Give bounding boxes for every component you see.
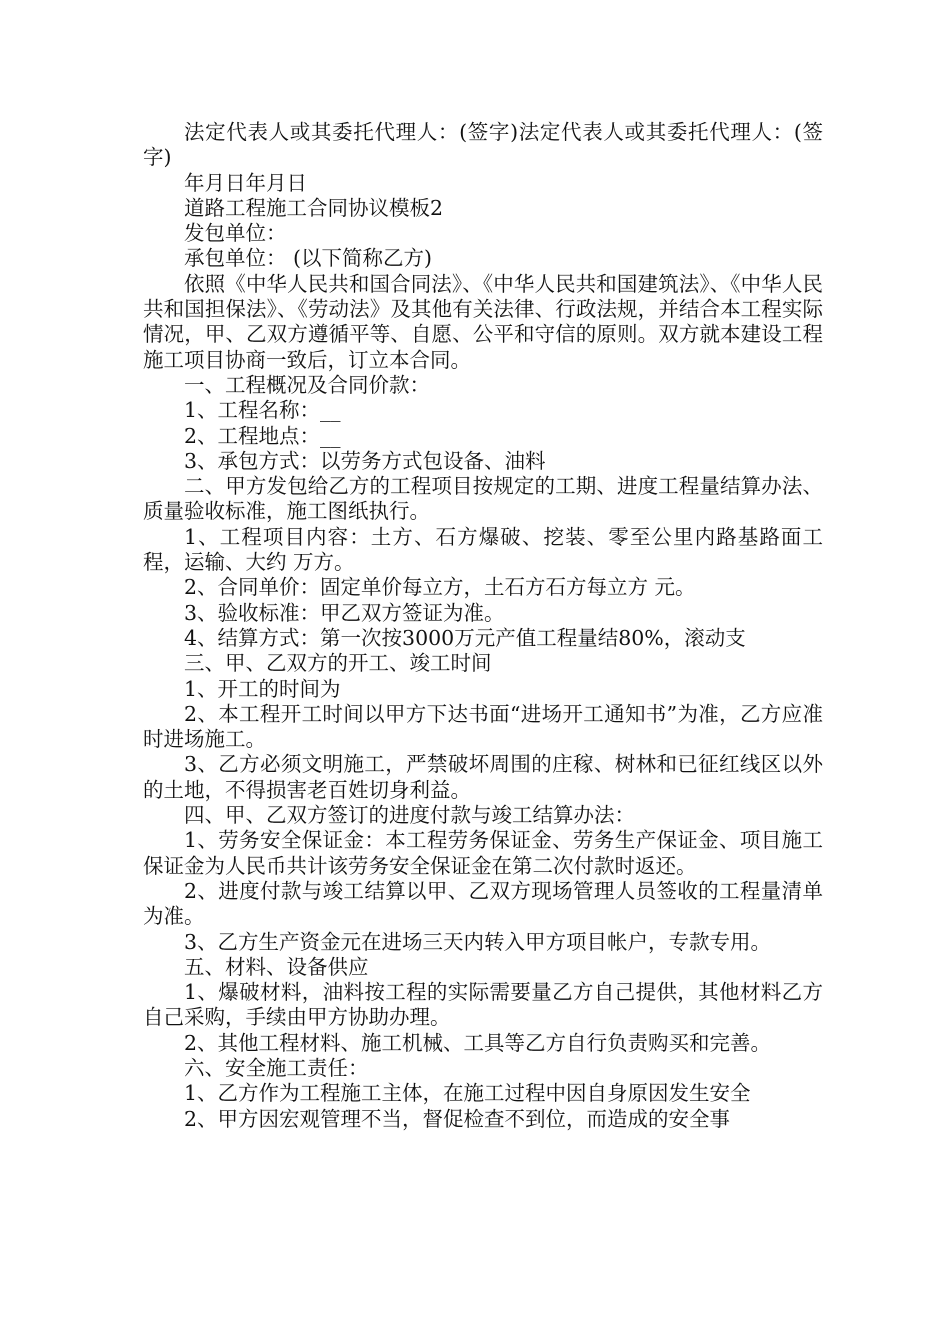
clause-3-2: 2、本工程开工时间以甲方下达书面“进场开工通知书”为准，乙方应准时进场施工。 [143, 701, 823, 752]
clause-3-1: 1、开工的时间为 [184, 676, 341, 701]
preamble-paragraph: 依照《中华人民共和国合同法》、《中华人民共和国建筑法》、《中华人民共和国担保法》、《劳动法》及其他有关法律、行政法规，并结合本工程实际情况，甲、乙双方遵循平等、自愿、公平和守信的原则。双方就本建设工程施工项目协商一致后，订立本合同。 [143, 271, 823, 372]
clause-1-2: 2、工程地点：__ [184, 423, 341, 448]
clause-6-2: 2、甲方因宏观管理不当，督促检查不到位，而造成的安全事 [184, 1106, 731, 1131]
section-6-heading: 六、安全施工责任： [184, 1055, 369, 1080]
document-body [143, 120, 823, 1132]
clause-2-1: 1、工程项目内容：土方、石方爆破、挖装、零至公里内路基路面工程，运输、大约 万方。 [143, 524, 823, 575]
clause-4-2: 2、进度付款与竣工结算以甲、乙双方现场管理人员签收的工程量清单为准。 [143, 878, 823, 929]
clause-1-3: 3、承包方式：以劳务方式包设备、油料 [184, 448, 546, 473]
section-1-heading: 一、工程概况及合同价款： [184, 372, 430, 397]
clause-2-2: 2、合同单价：固定单价每立方，土石方石方每立方 元。 [184, 575, 696, 600]
document-title: 道路工程施工合同协议模板2 [184, 195, 444, 220]
date-line: 年月日年月日 [184, 170, 307, 195]
contractor-line: 承包单位： (以下简称乙方) [184, 246, 433, 271]
clause-4-3: 3、乙方生产资金元在进场三天内转入甲方项目帐户，专款专用。 [184, 929, 772, 954]
section-5-heading: 五、材料、设备供应 [184, 954, 369, 979]
signature-line: 法定代表人或其委托代理人：(签字)法定代表人或其委托代理人：(签字) [143, 120, 823, 170]
clause-2-3: 3、验收标准：甲乙双方签证为准。 [184, 600, 505, 625]
employer-line: 发包单位： [184, 221, 287, 246]
clause-1-1: 1、工程名称：__ [184, 398, 341, 423]
clause-3-3: 3、乙方必须文明施工，严禁破坏周围的庄稼、树林和已征红线区以外的土地，不得损害老百姓切身利益。 [143, 752, 823, 802]
section-4-heading: 四、甲、乙双方签订的进度付款与竣工结算办法： [184, 803, 635, 828]
section-2-heading: 二、甲方发包给乙方的工程项目按规定的工期、进度工程量结算办法、质量验收标准，施工图纸执行。 [143, 474, 823, 524]
clause-4-1: 1、劳务安全保证金：本工程劳务保证金、劳务生产保证金、项目施工保证金为人民币共计该劳务安全保证金在第二次付款时返还。 [143, 828, 823, 878]
clause-2-4: 4、结算方式：第一次按3000万元产值工程量结80%，滚动支 [184, 625, 746, 650]
section-3-heading: 三、甲、乙双方的开工、竣工时间 [184, 651, 492, 676]
clause-5-2: 2、其他工程材料、施工机械、工具等乙方自行负责购买和完善。 [184, 1030, 772, 1055]
clause-5-1: 1、爆破材料，油料按工程的实际需要量乙方自己提供，其他材料乙方自己采购，手续由甲方协助办理。 [143, 980, 823, 1030]
clause-6-1: 1、乙方作为工程施工主体，在施工过程中因自身原因发生安全 [184, 1081, 751, 1106]
